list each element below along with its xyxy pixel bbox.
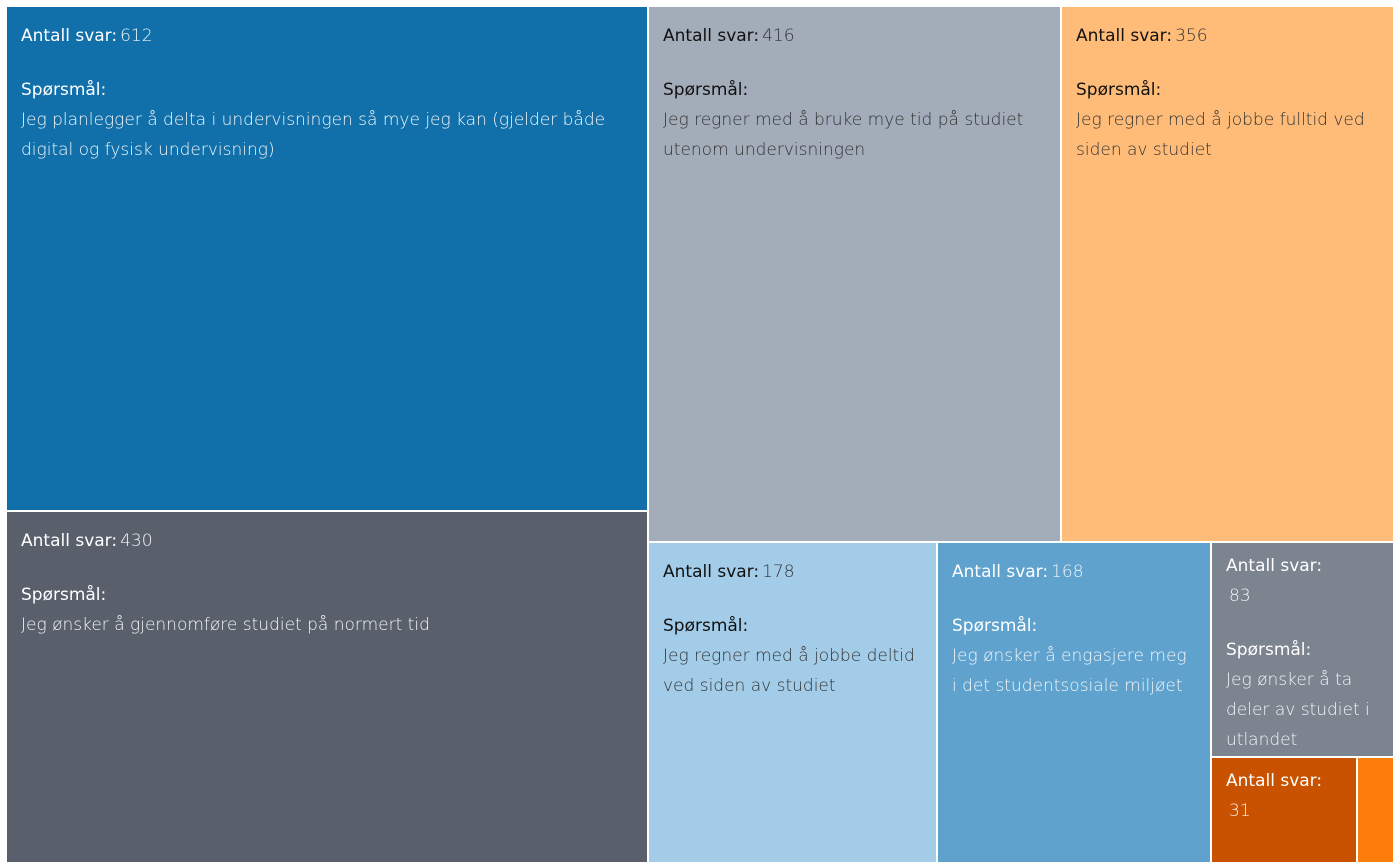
- tile-question-label: Spørsmål:: [1226, 640, 1312, 660]
- tile-question-label: Spørsmål:: [21, 80, 107, 100]
- tile-question-label: Spørsmål:: [21, 585, 107, 605]
- tile-count-label: Antall svar:: [21, 531, 118, 551]
- tile-count-line: [663, 21, 1046, 51]
- tile-count-value: 612: [120, 26, 153, 46]
- treemap-tile[interactable]: [6, 511, 648, 863]
- treemap-tile[interactable]: [1357, 757, 1394, 863]
- tile-count-label: Antall svar:: [1076, 26, 1173, 46]
- tile-count-label: Antall svar:: [1226, 556, 1323, 576]
- tile-count-label: Antall svar:: [1226, 771, 1323, 791]
- treemap-tile[interactable]: [1061, 6, 1394, 542]
- tile-count-value: 416: [762, 26, 795, 46]
- tile-question-label: Spørsmål:: [1076, 80, 1162, 100]
- tile-count-line: [1226, 551, 1387, 611]
- treemap-tile[interactable]: [1211, 757, 1357, 863]
- tile-count-line: [1226, 766, 1350, 826]
- tile-count-line: [1076, 21, 1379, 51]
- tile-count-label: Antall svar:: [21, 26, 118, 46]
- tile-count-value: 430: [120, 531, 153, 551]
- tile-question-text: Jeg ønsker å gjennomføre studiet på normert tid: [21, 615, 430, 635]
- tile-question-label: Spørsmål:: [663, 616, 749, 636]
- treemap-tile[interactable]: [6, 6, 648, 511]
- treemap-tile[interactable]: [937, 542, 1211, 863]
- tile-question-label: Spørsmål:: [663, 80, 749, 100]
- tile-count-line: [663, 557, 922, 587]
- tile-count-label: Antall svar:: [952, 562, 1049, 582]
- tile-count-value: 168: [1051, 562, 1084, 582]
- tile-question-label: Spørsmål:: [952, 616, 1038, 636]
- tile-count-line: [952, 557, 1196, 587]
- tile-question-text: Jeg regner med å jobbe deltid ved siden av studiet: [663, 646, 915, 696]
- tile-question-text: Jeg ønsker å ta deler av studiet i utlandet: [1226, 670, 1370, 750]
- tile-question-text: Jeg ønsker å engasjere meg i det studentsosiale miljøet: [952, 646, 1187, 696]
- tile-count-line: [21, 21, 633, 51]
- treemap-tile[interactable]: [648, 6, 1061, 542]
- treemap-tile[interactable]: [1211, 542, 1394, 757]
- tile-count-value: 178: [762, 562, 795, 582]
- tile-question-text: Jeg planlegger å delta i undervisningen så mye jeg kan (gjelder både digital og fysisk undervisning): [21, 110, 606, 160]
- treemap-tile[interactable]: [648, 542, 937, 863]
- tile-count-value: 83: [1229, 586, 1251, 606]
- tile-count-value: 31: [1229, 801, 1251, 821]
- tile-question-text: Jeg regner med å jobbe fulltid ved siden av studiet: [1076, 110, 1365, 160]
- tile-count-line: [21, 526, 633, 556]
- tile-question-text: Jeg regner med å bruke mye tid på studiet utenom undervisningen: [663, 110, 1024, 160]
- tile-count-value: 356: [1175, 26, 1208, 46]
- tile-count-label: Antall svar:: [663, 562, 760, 582]
- tile-count-label: Antall svar:: [663, 26, 760, 46]
